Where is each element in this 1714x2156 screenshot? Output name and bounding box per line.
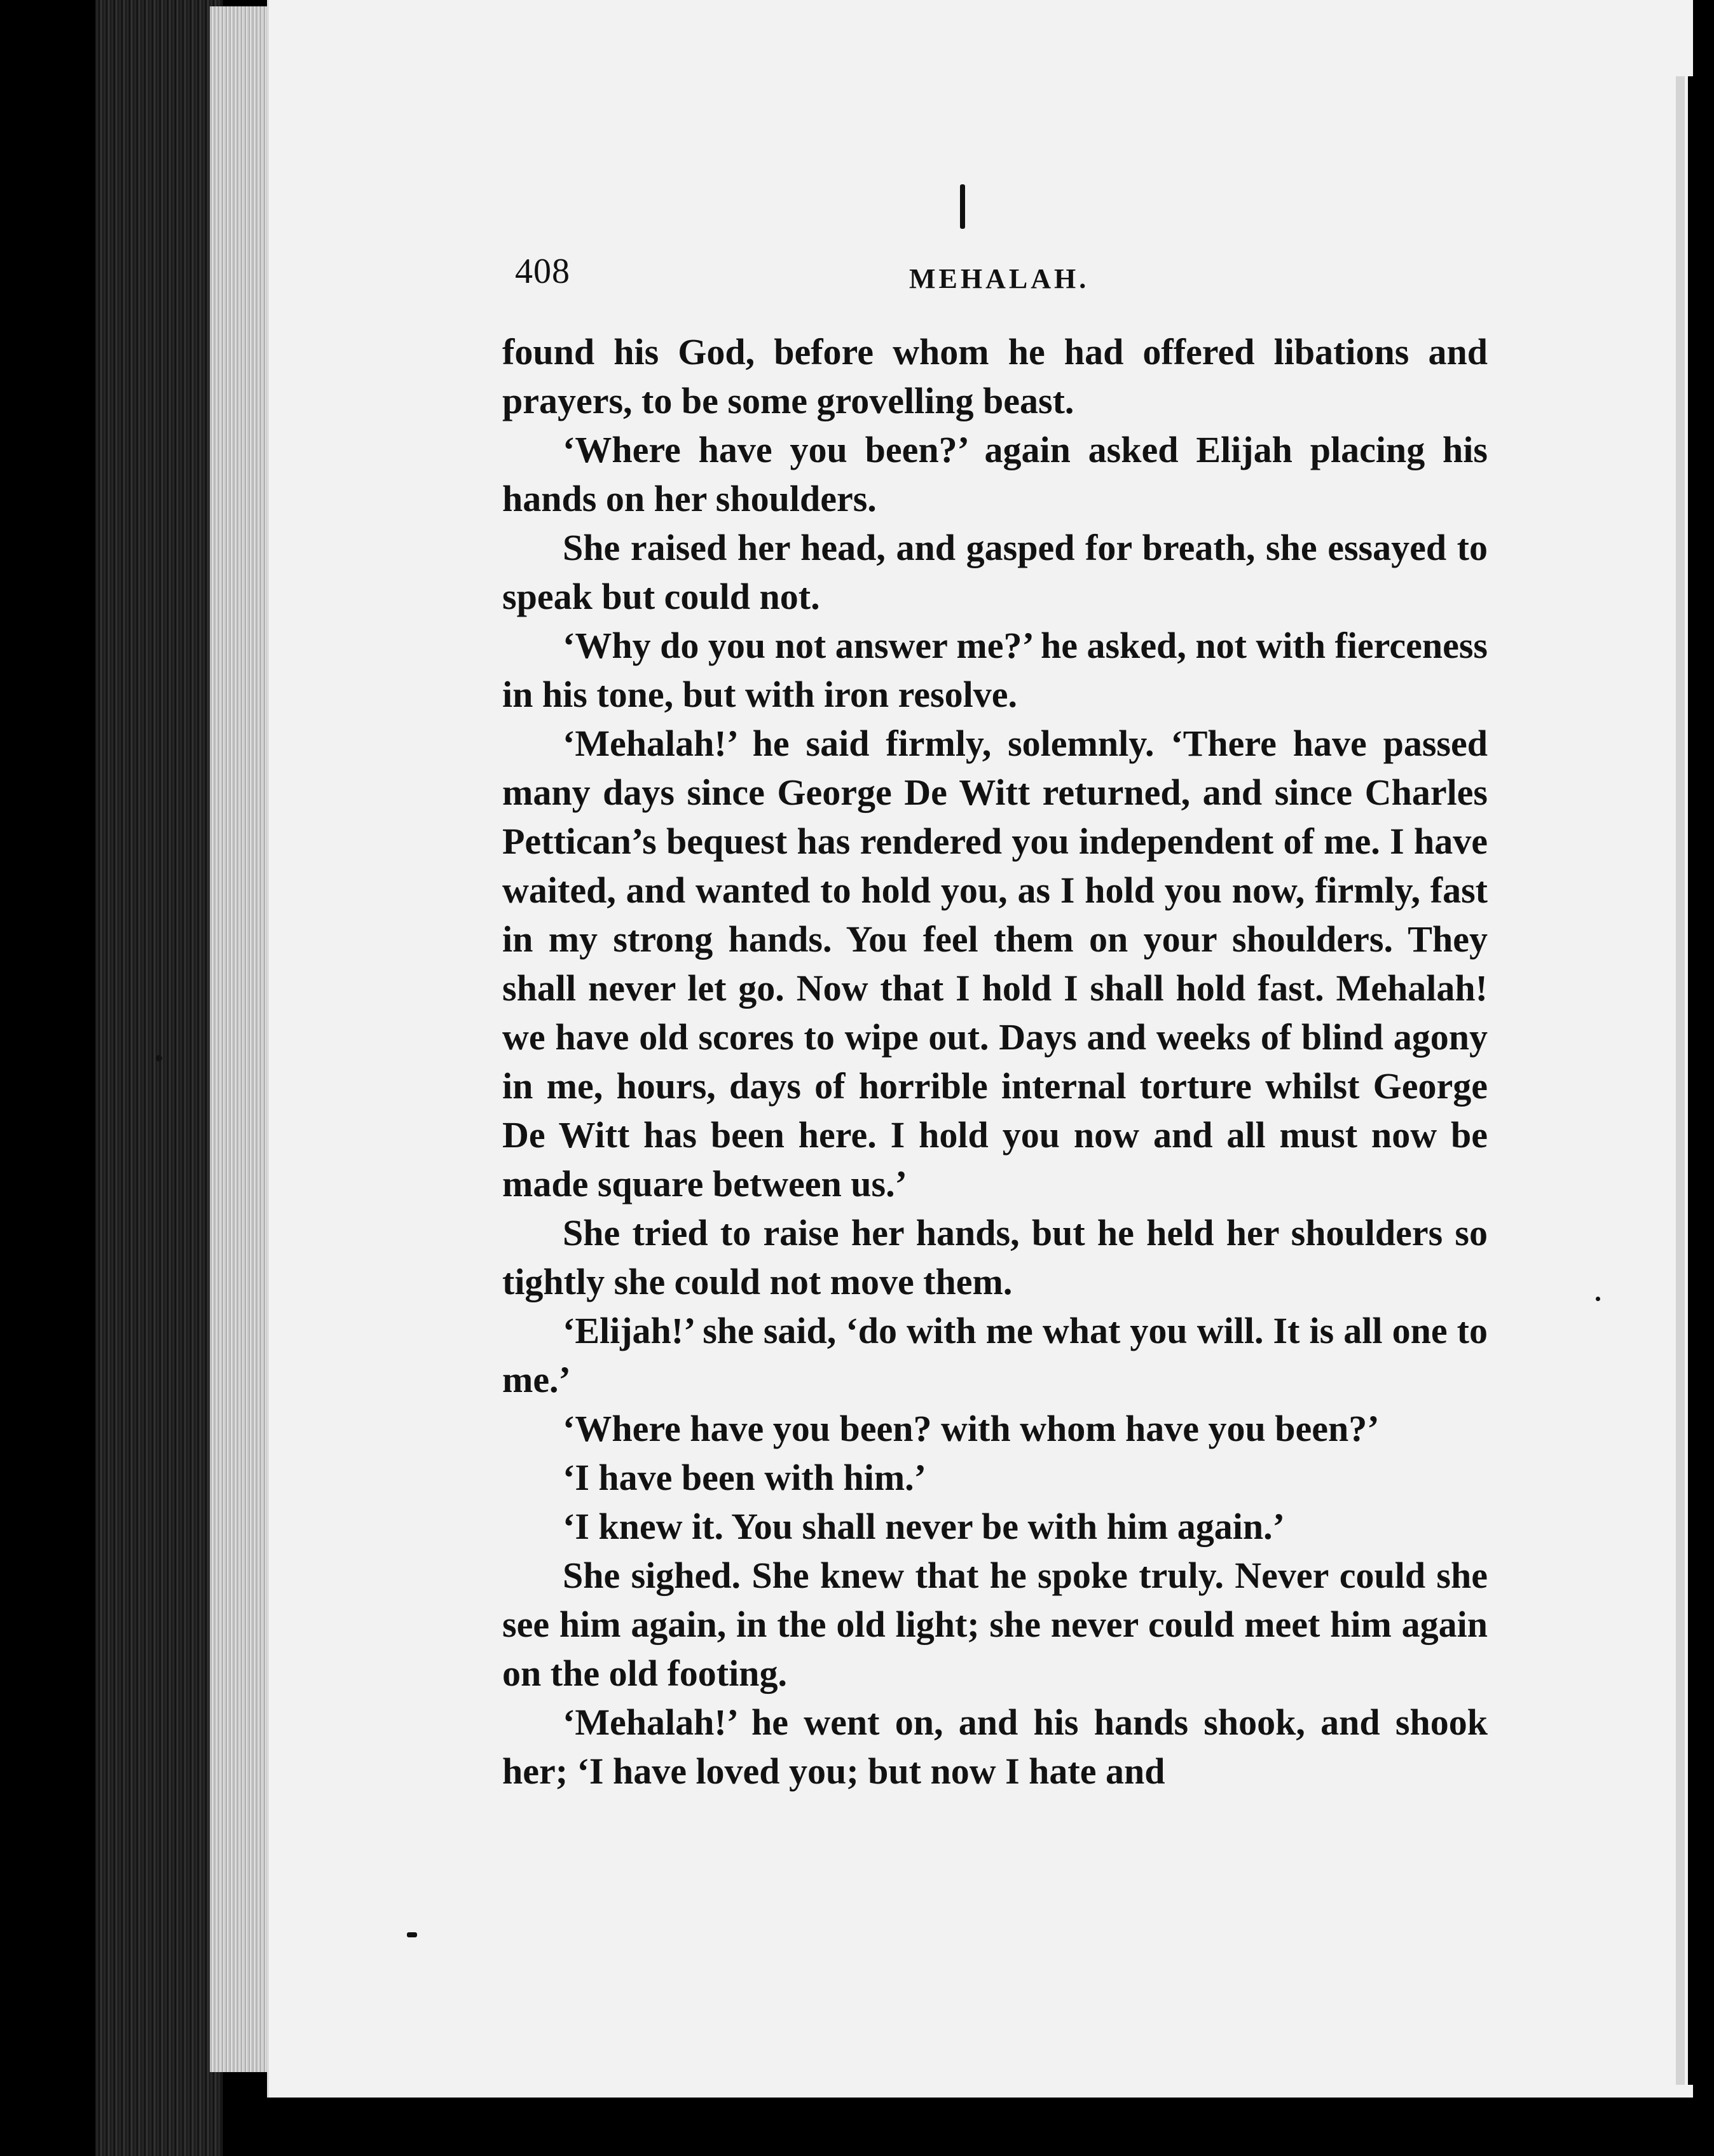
- paragraph: ‘I knew it. You shall never be with him again.’: [563, 1506, 1285, 1547]
- ink-speck: [1596, 1297, 1600, 1301]
- facing-page-edge: [1676, 76, 1685, 2085]
- book-spine: [95, 0, 223, 2156]
- paragraph: ‘I have been with him.’: [563, 1457, 926, 1498]
- page-header: [515, 251, 1481, 308]
- paragraph: ‘Mehalah!’ he said firmly, solemnly. ‘There have passed many days since George De Witt returned, and since Charles Pettican’s bequest has rendered you independent of me. I have waited, and wanted to hold you, as I hold you now, firmly, fast in my strong hands. You feel them on your shoulders. They shall never let go. Now that I hold I shall hold fast. Mehalah! we have old scores to wipe out. Days and weeks of blind agony in me, hours, days of horrible internal torture whilst George De Witt has been here. I hold you now and all must now be made square between us.’: [502, 723, 1488, 1204]
- paragraph: She sighed. She knew that he spoke truly. Never could she see him again, in the old light; she never could meet him again on the old footing.: [502, 1555, 1488, 1694]
- paragraph: found his God, before whom he had offered libations and prayers, to be some grovelling beast.: [502, 331, 1488, 421]
- paragraph: ‘Elijah!’ she said, ‘do with me what you will. It is all one to me.’: [502, 1310, 1488, 1400]
- paragraph: ‘Where have you been?’ again asked Elijah placing his hands on her shoulders.: [502, 429, 1488, 519]
- paragraph: ‘Where have you been? with whom have you been?’: [563, 1408, 1380, 1449]
- scan-border-right: [1688, 76, 1714, 2085]
- running-head: MEHALAH.: [909, 263, 1090, 294]
- ink-speck: [407, 1932, 417, 1937]
- page-number: 408: [515, 252, 570, 291]
- ink-speck: [960, 184, 965, 229]
- body-text: [502, 327, 1488, 1796]
- paragraph: ‘Why do you not answer me?’ he asked, not with fierceness in his tone, but with iron resolve.: [502, 625, 1488, 715]
- ink-speck: [156, 1055, 162, 1061]
- paragraph: ‘Mehalah!’ he went on, and his hands shook, and shook her; ‘I have loved you; but now I hate and: [502, 1702, 1488, 1792]
- paragraph: She tried to raise her hands, but he held her shoulders so tightly she could not move them.: [502, 1212, 1488, 1302]
- paragraph: She raised her head, and gasped for breath, she essayed to speak but could not.: [502, 527, 1488, 617]
